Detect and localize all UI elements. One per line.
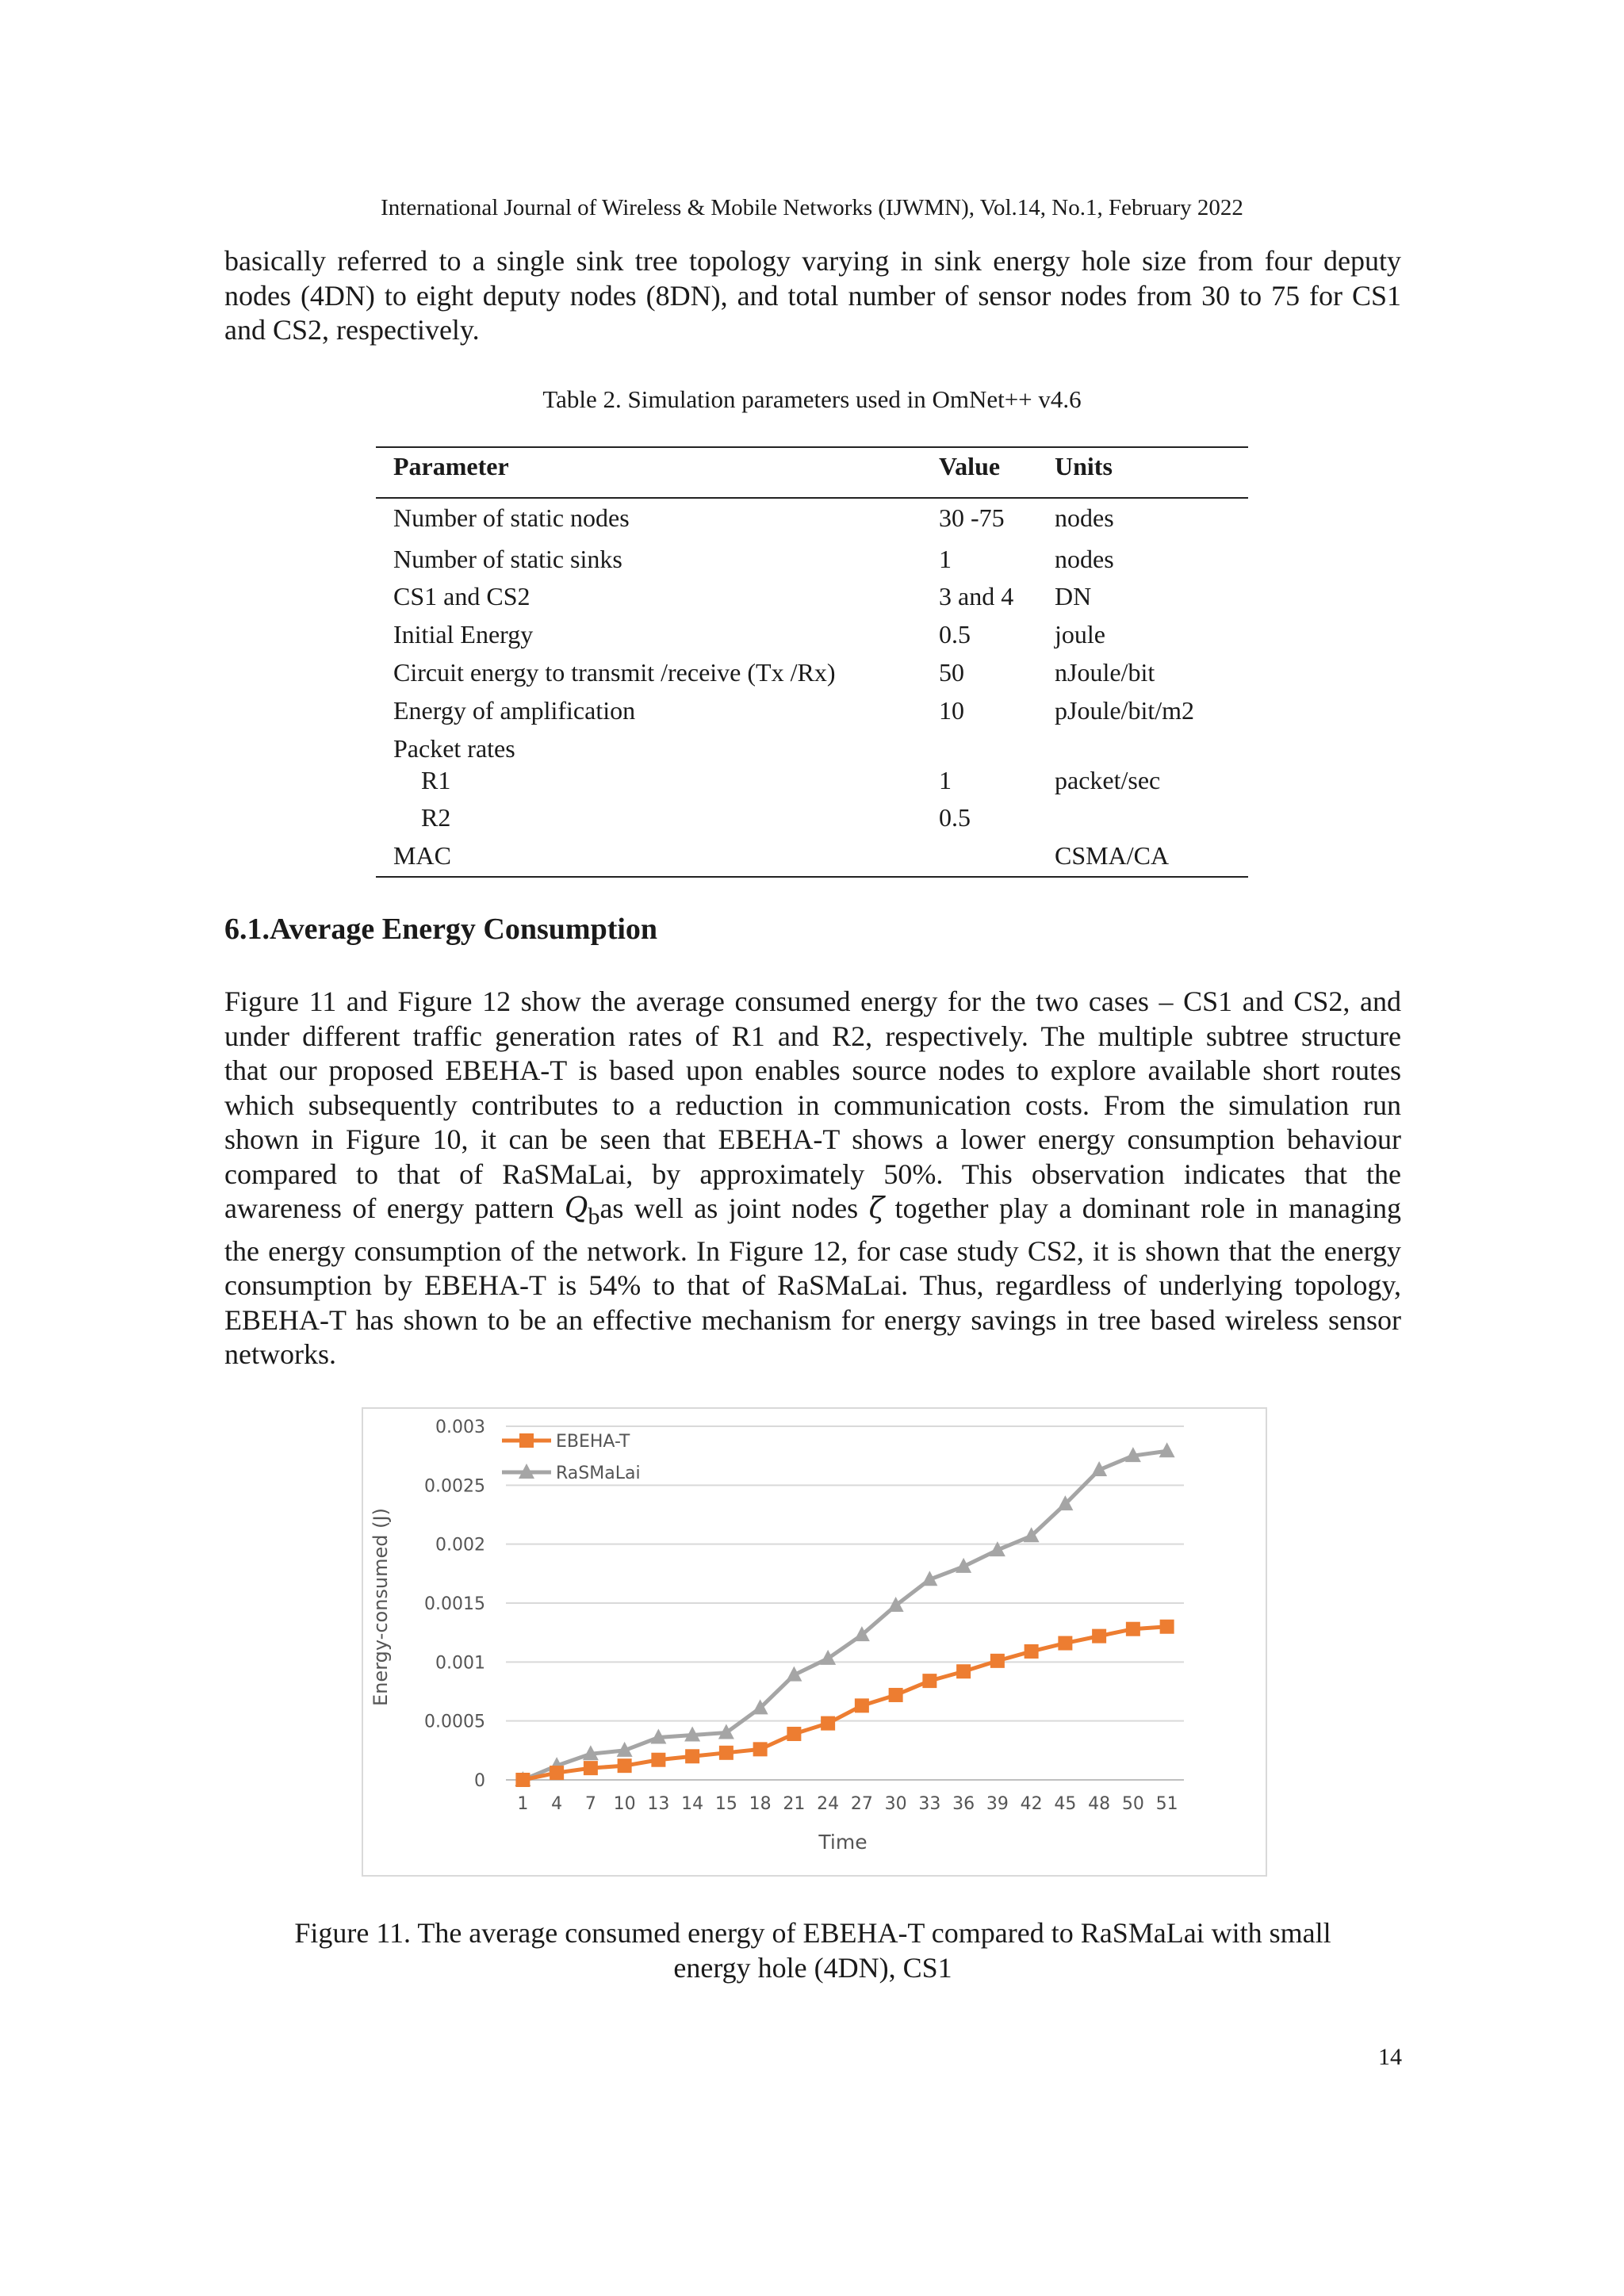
body-line: under different traffic generation rates of R1 and R2, respectively. The multiple subtree structure <box>224 1020 1401 1052</box>
table-cell-param: Number of static sinks <box>393 545 622 573</box>
data-point <box>519 1433 534 1448</box>
x-axis-label: Time <box>818 1831 868 1854</box>
y-tick-label: 0.0025 <box>424 1476 485 1497</box>
table-cell-units: nodes <box>1055 545 1114 573</box>
body-line: compared to that of RaSMaLai, by approximately 50%. This observation indicates that the <box>224 1158 1401 1190</box>
data-point <box>787 1727 801 1741</box>
body-line: Figure 11 and Figure 12 show the average consumed energy for the two cases – CS1 and CS2, and <box>224 985 1401 1017</box>
table-cell-param: CS1 and CS2 <box>393 582 530 610</box>
body-line: EBEHA-T has shown to be an effective mechanism for energy savings in tree based wireless sensor <box>224 1303 1401 1336</box>
series-line-rasmalai <box>523 1451 1166 1780</box>
table-cell-param: Circuit energy to transmit /receive (Tx /Rx) <box>393 658 836 687</box>
table-cell-units: packet/sec <box>1055 766 1161 794</box>
data-point <box>515 1773 530 1787</box>
x-tick-label: 1 <box>517 1794 529 1814</box>
table-header-rule <box>376 497 1248 499</box>
body-line: shown in Figure 10, it can be seen that EBEHA-T shows a lower energy consumption behaviour <box>224 1123 1401 1155</box>
table-cell-units: pJoule/bit/m2 <box>1055 696 1194 725</box>
intro-line: basically referred to a single sink tree topology varying in sink energy hole size from four deputy <box>224 245 1401 277</box>
body-line: that our proposed EBEHA-T is based upon enables source nodes to explore available short routes <box>224 1054 1401 1086</box>
x-tick-label: 30 <box>884 1794 907 1814</box>
table-bottom-rule <box>376 876 1248 878</box>
x-tick-label: 42 <box>1020 1794 1043 1814</box>
body-line: the energy consumption of the network. In Figure 12, for case study CS2, it is shown that the energy <box>224 1234 1401 1267</box>
data-point <box>753 1742 768 1756</box>
figure-caption <box>224 1915 1401 1985</box>
x-tick-label: 7 <box>584 1794 596 1814</box>
data-point <box>855 1698 869 1712</box>
table-cell-param: Initial Energy <box>393 620 534 649</box>
y-tick-label: 0.002 <box>435 1535 485 1556</box>
intro-line: and CS2, respectively. <box>224 314 480 346</box>
table-cell-param: Number of static nodes <box>393 503 630 532</box>
data-point <box>685 1749 699 1763</box>
data-point <box>584 1761 598 1775</box>
table-cell-units: DN <box>1055 582 1092 610</box>
y-axis-label: Energy-consumed (J) <box>370 1508 392 1706</box>
x-tick-label: 51 <box>1155 1794 1178 1814</box>
figure-caption-line: Figure 11. The average consumed energy of EBEHA-T compared to RaSMaLai with small <box>294 1917 1331 1949</box>
body-line: which subsequently contributes to a reduction in communication costs. From the simulation run <box>224 1089 1401 1121</box>
table-cell-value: 30 -75 <box>939 503 1005 532</box>
table-header-units: Units <box>1055 452 1113 480</box>
x-tick-label: 4 <box>551 1794 563 1814</box>
y-tick-label: 0.001 <box>435 1653 485 1674</box>
table-top-rule <box>376 446 1248 448</box>
x-tick-label: 45 <box>1054 1794 1077 1814</box>
journal-header: International Journal of Wireless & Mobile Networks (IJWMN), Vol.14, No.1, February 2022 <box>381 195 1243 220</box>
data-point <box>956 1664 971 1678</box>
table-cell-value: 50 <box>939 658 964 687</box>
data-point <box>1160 1620 1174 1634</box>
data-point <box>821 1716 835 1731</box>
data-point <box>1058 1636 1072 1651</box>
y-tick-label: 0 <box>474 1771 485 1791</box>
chart-svg <box>363 1409 1266 1875</box>
table-cell-param: MAC <box>393 841 451 870</box>
data-point <box>1126 1622 1140 1636</box>
table-cell-value: 1 <box>939 766 952 794</box>
figure-11-chart <box>362 1407 1267 1877</box>
data-point <box>820 1650 836 1665</box>
table-cell-param: Energy of amplification <box>393 696 636 725</box>
table-header-parameter: Parameter <box>393 452 509 480</box>
table-cell-value: 1 <box>939 545 952 573</box>
table-cell-units: nJoule/bit <box>1055 658 1155 687</box>
x-tick-label: 13 <box>647 1794 670 1814</box>
energy-pattern-symbol: Q <box>564 1192 588 1225</box>
data-point <box>1025 1644 1039 1659</box>
energy-pattern-subscript: b <box>588 1203 600 1230</box>
body-line <box>224 1192 1401 1234</box>
page-number: 14 <box>1378 2044 1402 2070</box>
x-tick-label: 36 <box>952 1794 975 1814</box>
table-cell-param: R2 <box>421 803 451 832</box>
intro-paragraph <box>224 244 1401 348</box>
body-text: together play a dominant role in managing <box>884 1192 1402 1224</box>
x-tick-label: 39 <box>986 1794 1009 1814</box>
x-tick-label: 50 <box>1121 1794 1144 1814</box>
table-cell-value: 0.5 <box>939 620 971 649</box>
data-point <box>719 1746 733 1760</box>
x-tick-label: 18 <box>749 1794 772 1814</box>
legend-label: EBEHA-T <box>556 1432 630 1452</box>
table-cell-units: joule <box>1055 620 1105 649</box>
table-cell-param: R1 <box>421 766 451 794</box>
joint-nodes-symbol: ζ <box>868 1192 885 1225</box>
data-point <box>1092 1629 1106 1644</box>
x-tick-label: 33 <box>918 1794 941 1814</box>
table-cell-param: Packet rates <box>393 734 515 763</box>
body-paragraph <box>224 985 1401 1372</box>
body-line: consumption by EBEHA-T is 54% to that of RaSMaLai. Thus, regardless of underlying topology, <box>224 1269 1401 1302</box>
x-tick-label: 15 <box>714 1794 737 1814</box>
data-point <box>550 1766 564 1780</box>
figure-caption-line: energy hole (4DN), CS1 <box>673 1952 952 1984</box>
data-point <box>651 1753 665 1767</box>
x-tick-label: 14 <box>681 1794 704 1814</box>
x-tick-label: 24 <box>817 1794 840 1814</box>
legend-label: RaSMaLai <box>556 1464 641 1483</box>
table-cell-value: 3 and 4 <box>939 582 1014 610</box>
intro-line: nodes (4DN) to eight deputy nodes (8DN), and total number of sensor nodes from 30 to 75 for CS1 <box>224 279 1401 312</box>
y-tick-label: 0.003 <box>435 1418 485 1437</box>
x-tick-label: 27 <box>850 1794 873 1814</box>
y-tick-label: 0.0005 <box>424 1712 485 1732</box>
table-header-value: Value <box>939 452 1001 480</box>
table-cell-value: 0.5 <box>939 803 971 832</box>
data-point <box>990 1654 1005 1668</box>
table-caption: Table 2. Simulation parameters used in OmNet++ v4.6 <box>542 385 1082 413</box>
x-tick-label: 10 <box>613 1794 636 1814</box>
body-text: as well as joint nodes <box>599 1192 869 1224</box>
data-point <box>618 1758 632 1773</box>
data-point <box>922 1674 936 1688</box>
data-point <box>889 1688 903 1702</box>
table-cell-value: 10 <box>939 696 964 725</box>
body-text: awareness of energy pattern <box>224 1192 565 1224</box>
y-tick-label: 0.0015 <box>424 1594 485 1614</box>
x-tick-label: 48 <box>1088 1794 1111 1814</box>
x-tick-label: 21 <box>783 1794 806 1814</box>
table-cell-units: nodes <box>1055 503 1114 532</box>
body-line: networks. <box>224 1338 336 1371</box>
table-cell-units: CSMA/CA <box>1055 841 1170 870</box>
section-title: 6.1.Average Energy Consumption <box>224 913 658 946</box>
